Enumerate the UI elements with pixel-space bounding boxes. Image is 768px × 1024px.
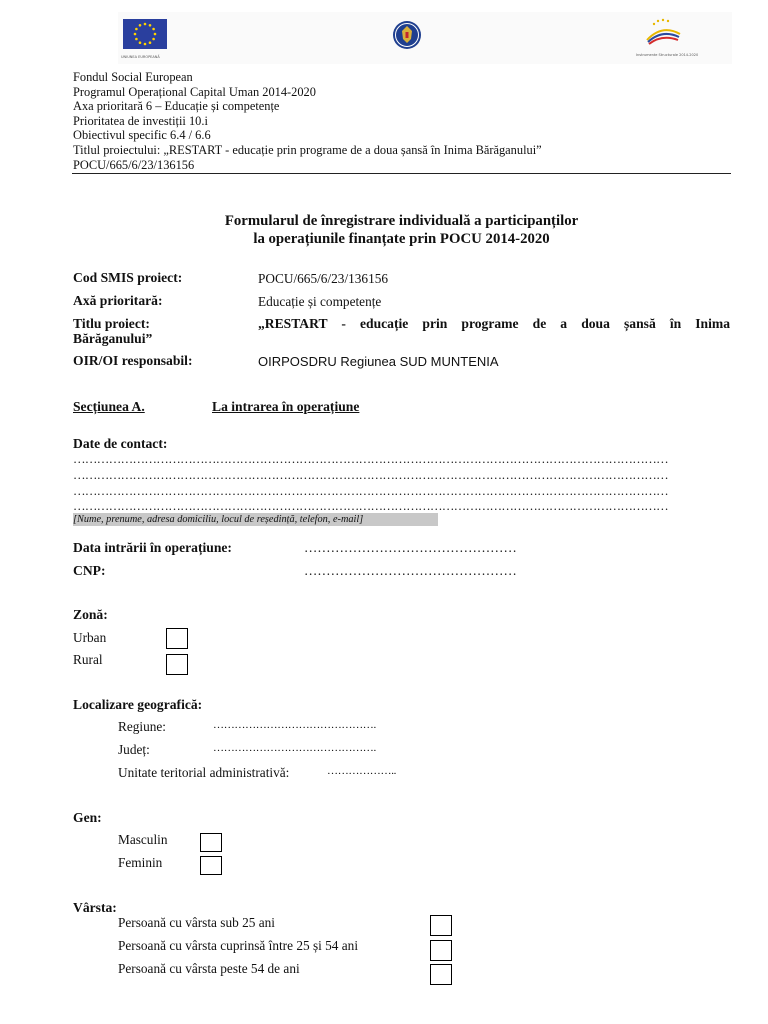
cod-smis-label: Cod SMIS proiect: xyxy=(73,270,183,285)
date-contact-heading: Date de contact: xyxy=(73,436,168,451)
contact-note: [Nume, prenume, adresa domiciliu, locul de reședință, telefon, e-mail] xyxy=(73,513,438,526)
contact-dotted-line-3[interactable]: …………………………………………………………………………………………………………………………………… xyxy=(73,484,669,498)
contact-dotted-line-2[interactable]: …………………………………………………………………………………………………………………………………… xyxy=(73,468,669,482)
data-intrarii-label: Data intrării în operațiune: xyxy=(73,540,232,555)
header-divider xyxy=(72,173,731,174)
cod-smis-value: POCU/665/6/23/136156 xyxy=(258,271,389,286)
instrumente-structurale-icon xyxy=(642,16,684,52)
titlu-proiect-value-line2: Bărăganului” xyxy=(73,331,153,346)
gen-feminin-checkbox[interactable] xyxy=(200,856,222,875)
uat-label: Unitate teritorial administrativă: xyxy=(118,765,290,780)
uat-field[interactable]: ……………….. xyxy=(327,765,397,777)
axa-value: Educație și competențe xyxy=(258,294,382,309)
gen-masculin-label: Masculin xyxy=(118,832,168,847)
regiune-field[interactable]: ………………………………………. xyxy=(213,719,376,731)
header-line-fse: Fondul Social European xyxy=(73,70,193,84)
form-title-line2: la operațiunile finanțate prin POCU 2014-2020 xyxy=(253,231,550,247)
form-title-line1: Formularul de înregistrare individuală a participanților xyxy=(224,213,579,229)
contact-dotted-line-1[interactable]: …………………………………………………………………………………………………………………………………… xyxy=(73,452,669,466)
oir-label: OIR/OI responsabil: xyxy=(73,353,193,368)
header-line-prioritate: Prioritatea de investiții 10.i xyxy=(73,113,208,128)
zona-rural-label: Rural xyxy=(73,652,103,667)
judet-label: Județ: xyxy=(118,742,150,757)
varsta-25-54-checkbox[interactable] xyxy=(430,940,452,961)
judet-field[interactable]: ………………………………………. xyxy=(213,742,376,754)
header-line-axa: Axa prioritară 6 – Educație și competențe xyxy=(73,99,280,114)
section-a-title: La intrarea în operațiune xyxy=(212,399,360,414)
varsta-peste-54-label: Persoană cu vârsta peste 54 de ani xyxy=(118,961,300,976)
varsta-sub-25-checkbox[interactable] xyxy=(430,915,452,936)
axa-label: Axă prioritară: xyxy=(73,293,163,308)
zona-urban-label: Urban xyxy=(73,630,107,645)
gen-feminin-label: Feminin xyxy=(118,855,163,870)
varsta-peste-54-checkbox[interactable] xyxy=(430,964,452,985)
data-intrarii-field[interactable]: ………………………………………… xyxy=(304,540,517,555)
gen-masculin-checkbox[interactable] xyxy=(200,833,222,852)
oir-value: OIRPOSDRU Regiunea SUD MUNTENIA xyxy=(258,354,499,369)
header-line-titlu: Titlul proiectului: „RESTART - educație prin programe de a doua șansă în Inima Bărăganului” xyxy=(73,142,542,157)
varsta-25-54-label: Persoană cu vârsta cuprinsă între 25 și 54 ani xyxy=(118,938,359,953)
romania-coat-of-arms-icon xyxy=(392,20,422,50)
titlu-proiect-label: Titlu proiect: xyxy=(73,316,150,331)
cnp-label: CNP: xyxy=(73,563,106,578)
header-line-program: Programul Operațional Capital Uman 2014-2020 xyxy=(73,84,316,99)
titlu-proiect-value-line1: „RESTART - educație prin programe de a doua șansă în Inima xyxy=(258,316,730,331)
section-a-label: Secțiunea A. xyxy=(73,399,145,414)
eu-logo-caption: UNIUNEA EUROPEANĂ xyxy=(121,55,160,59)
zona-heading: Zonă: xyxy=(73,607,108,622)
zona-urban-checkbox[interactable] xyxy=(166,628,188,649)
localizare-heading: Localizare geografică: xyxy=(73,697,203,712)
zona-rural-checkbox[interactable] xyxy=(166,654,188,675)
eu-flag-icon xyxy=(123,19,167,53)
contact-dotted-line-4[interactable]: …………………………………………………………………………………………………………………………………… xyxy=(73,499,669,513)
varsta-sub-25-label: Persoană cu vârsta sub 25 ani xyxy=(118,915,275,930)
instrumente-structurale-caption: Instrumente Structurale 2014-2020 xyxy=(636,53,699,57)
gen-heading: Gen: xyxy=(73,810,102,825)
regiune-label: Regiune: xyxy=(118,719,167,734)
project-header xyxy=(73,70,542,172)
cnp-field[interactable]: ………………………………………… xyxy=(304,563,517,578)
header-line-obiectiv: Obiectivul specific 6.4 / 6.6 xyxy=(73,128,211,143)
header-line-cod: POCU/665/6/23/136156 xyxy=(73,157,195,172)
varsta-heading: Vârsta: xyxy=(73,900,117,915)
